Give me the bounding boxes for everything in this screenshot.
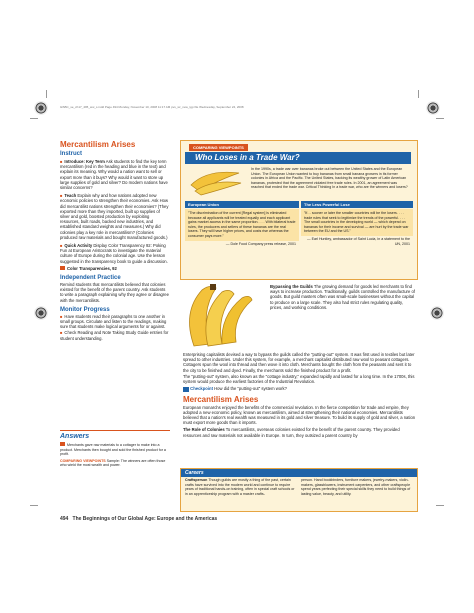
crop-mark <box>30 505 38 506</box>
viewpoint-right-quote: "If… sooner or later the smaller countries will be the losers. . . . trade rules that seek to legitimize the trends of the powerful. . . . The small countries in the developing world — which depend on bananas for their income and survival — are hurt by the trade war between the EU and the US." <box>301 209 413 236</box>
bypass-continued <box>183 352 416 438</box>
footer-title: The Beginnings of Our Global Age: Europe and the Americas <box>72 516 218 522</box>
intro-title: Introduce: Key Term <box>64 159 105 164</box>
viewpoint-right-title: The Less Powerful Lose <box>301 201 413 208</box>
student-text-column <box>270 284 416 310</box>
viewpoint-right <box>301 201 413 271</box>
teacher-column <box>60 140 170 341</box>
bypass-paragraph-2: Enterprising capitalists devised a way to bypass the guilds called the "putting-out" system. It was first used in textiles but later spread to other industries. Under this system, for example, a merchant capitalist distributed raw wool to peasant cottagers. Cottagers spun the wool into thread and then wove it into cloth. Merchants bought the cloth from the peasants and sent it to the city to be finished and dyed. Finally, the merchants sold the finished product for a profit. <box>183 352 415 373</box>
intro-item <box>60 159 170 190</box>
registration-mark <box>430 306 444 320</box>
practice-heading: Independent Practice <box>60 275 121 282</box>
bypass-paragraph: Bypassing the Guilds The growing demand for goods led merchants to find ways to increase production. Traditionally, guilds controlled the manufacture of goods. But guild masters often was small-scale businesses without the capital to produce on a large scale. They also had strict rules regulating quality, prices, and working conditions. <box>270 284 415 310</box>
checkpoint: Checkpoint How did the "putting-out" system work? <box>183 386 416 391</box>
crop-mark <box>436 505 444 506</box>
merc-paragraph: European monarchs enjoyed the benefits of the commercial revolution. In the fierce competition for trade and empire, they adopted a new economic policy, known as mercantilism, aimed at strengthening their national economies. Mercantilists believed that a nation's real wealth was measured in its gold and silver treasure. To build its supply of gold and silver, a nation must export more goods than it imports. <box>183 404 416 426</box>
crop-mark <box>418 90 419 98</box>
answer-2: COMPARING VIEWPOINTS Sample: The winners are often those who wield the most wealth and power. <box>60 458 166 468</box>
bypass-paragraph-3: The "putting-out" system, also known as the "cottage industry," expanded rapidly and lasted for a long time. In the 1700s, this system would produce the earliest factories of the Industrial Revolution. <box>183 373 415 385</box>
viewpoint-right-source: — Earl Huntley, ambassador of Saint Lucia, in a statement to the UN, 2001 <box>306 236 410 246</box>
teach-item <box>60 193 170 240</box>
page-number: 494 <box>60 516 69 522</box>
registration-mark <box>426 101 440 115</box>
activity-title: Quick Activity <box>64 243 93 249</box>
careers-right-text: person. Hand bookbinders, furniture makers, jewelry-makers, violin-makers, glassblowers, instrument carpenters, and other craftspeople spend years perfecting their special skills they need to build things of lasting value, beauty, and utility. <box>301 478 411 496</box>
transparency-ref: Color Transparencies, 92 <box>60 266 170 271</box>
careers-left-text: Craftsperson Though guilds are mostly a thing of the past, certain crafts have survived into the modern world and continue to require years of traditional hands-on training, often in special craft schools or in an apprenticeship program with a master crafts- <box>185 478 295 496</box>
viewpoints-intro: In the 1990s, a trade war over bananas broke out between the United States and the European Union. The European Union wanted to buy bananas from small banana growers in its former colonies in Africa and the Pacific. The United States, backing its wealthy grower of Latin American bananas, protested that the agreement violated free trade rules. In 2001, an agreement was reached that ended the trade war. Critical Thinking In a trade war, who are the winners and losers? <box>251 167 408 190</box>
monitor-item: ■ Check Reading and Note Taking Study Guide entries for student understanding. <box>60 330 170 340</box>
printer-slug: 0/ABC_se_ch17_495_ww_s.indd Page 494 Monday, November 10, 2008 11:17 AM pvs_wr_new_tgp file Wednesday, September 24, 2008 <box>60 105 244 109</box>
activity-text: Display Color Transparency 92: Poking Fun at European Aristocrats to investigate the material culture of Europe during the colonial age. Use the lesson suggested in the transparency book to guide a discussion. <box>60 243 168 264</box>
answers-box <box>60 430 170 468</box>
checkpoint-icon <box>60 442 65 446</box>
teach-title: Teach <box>64 193 77 199</box>
monitor-heading: Monitor Progress <box>60 306 110 313</box>
viewpoints-tag: COMPARING VIEWPOINTS <box>189 144 248 151</box>
merc-heading: Mercantilism Arises <box>183 394 259 404</box>
registration-mark <box>34 101 48 115</box>
bypass-title: Bypassing the Guilds <box>270 284 313 289</box>
answer-1: Merchants gave raw materials to a cottager to make into a product. Merchants then bought and sold the finished product for a profit. <box>60 443 166 457</box>
viewpoints-title: Who Loses in a Trade War? <box>185 152 411 164</box>
viewpoint-left-source: — Dole Food Company press release, 2001 <box>225 241 296 246</box>
crop-mark <box>46 90 47 98</box>
page-footer <box>60 516 217 522</box>
intro-text: Ask students to find the key term mercantilism (red in the heading and blue in the text) and explain its meaning. Why would a nation want to sell or export more than it buys? Why would it want to store up large supplies of gold and silver? Do modern nations have similar concerns? <box>60 159 168 191</box>
crop-mark <box>30 118 38 119</box>
careers-box <box>180 468 418 512</box>
bananas-illustration <box>187 167 245 197</box>
teach-text: Explain why and how nations adopted new economic policies to strengthen their economies. Ask How did mercantilist nations strengthen their economies? (They exported more than they imported, built up supplies of silver and gold, boosted production by exploiting resources, built roads, backed new industries, and established standard weights and measures.) Why did colonies play a key role in mercantilism? (Colonies produced raw materials and bought manufactured goods.) <box>60 193 169 240</box>
viewpoint-left-quote: "The discrimination of the current [Regal system] is eliminated because all applicants will be treated equally and each applicant gains market access in the same proportion. . . . With bilateral trade rules, the producers and sellers of these bananas are the real losers. They will have higher prices, and costs rise whereas the consumer pays more." <box>185 209 299 241</box>
colonies-paragraph: The Role of Colonies To mercantilists, overseas colonies existed for the benefit of the parent country. They provided resources and raw materials not available in Europe. In turn, they outsized a parent country by <box>183 427 400 438</box>
viewpoint-left-title: European Union <box>185 201 299 208</box>
registration-mark <box>34 306 48 320</box>
banana-photo <box>180 282 262 352</box>
transparency-icon <box>60 266 65 270</box>
viewpoint-left <box>185 201 299 271</box>
activity-item <box>60 243 170 264</box>
checkpoint-icon <box>183 387 189 392</box>
instruct-heading: Instruct <box>60 151 83 157</box>
viewpoints-box <box>180 140 418 280</box>
answers-heading: Answers <box>60 433 90 440</box>
section-heading: Mercantilism Arises <box>60 140 136 149</box>
careers-heading: Careers <box>181 469 417 477</box>
crop-mark <box>436 118 444 119</box>
monitor-item: ■ Have students read their paragraphs to one another in small groups. Circulate and listen to the readings, making sure that students make logical arguments for or against. <box>60 314 170 330</box>
practice-text: Remind students that mercantilists believed that colonies existed for the benefit of the parent country. Ask students to write a paragraph explaining why they agree or disagree with the mercantilists. <box>60 282 169 303</box>
